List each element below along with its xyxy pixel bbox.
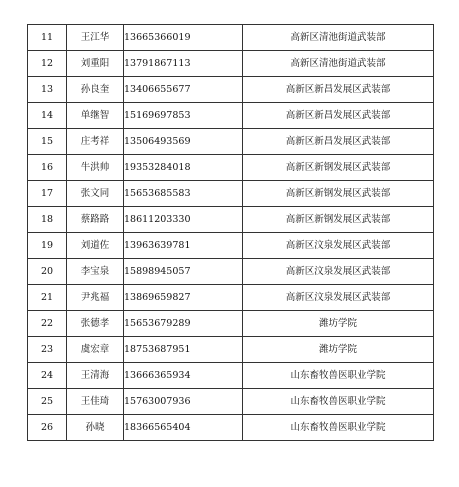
phone-number: 13791867113 xyxy=(124,51,243,77)
organization: 山东畜牧兽医职业学院 xyxy=(243,415,434,441)
table-row xyxy=(28,259,434,285)
row-index: 11 xyxy=(28,25,67,51)
table-row xyxy=(28,363,434,389)
phone-number: 18753687951 xyxy=(124,337,243,363)
table-row xyxy=(28,285,434,311)
person-name: 蔡路路 xyxy=(67,207,124,233)
person-name: 刘重阳 xyxy=(67,51,124,77)
table-row xyxy=(28,181,434,207)
row-index: 22 xyxy=(28,311,67,337)
person-name: 王江华 xyxy=(67,25,124,51)
table-row xyxy=(28,207,434,233)
organization: 高新区汶泉发展区武装部 xyxy=(243,233,434,259)
phone-number: 19353284018 xyxy=(124,155,243,181)
phone-number: 15763007936 xyxy=(124,389,243,415)
organization: 高新区新钢发展区武装部 xyxy=(243,155,434,181)
person-name: 孙晓 xyxy=(67,415,124,441)
contact-table-body xyxy=(28,25,434,441)
row-index: 14 xyxy=(28,103,67,129)
row-index: 24 xyxy=(28,363,67,389)
row-index: 15 xyxy=(28,129,67,155)
table-row xyxy=(28,129,434,155)
person-name: 单继智 xyxy=(67,103,124,129)
table-row xyxy=(28,337,434,363)
organization: 山东畜牧兽医职业学院 xyxy=(243,363,434,389)
row-index: 25 xyxy=(28,389,67,415)
person-name: 王佳琦 xyxy=(67,389,124,415)
phone-number: 13665366019 xyxy=(124,25,243,51)
organization: 高新区清池街道武装部 xyxy=(243,51,434,77)
table-row xyxy=(28,25,434,51)
phone-number: 15653679289 xyxy=(124,311,243,337)
organization: 高新区汶泉发展区武装部 xyxy=(243,285,434,311)
organization: 高新区新昌发展区武装部 xyxy=(243,129,434,155)
row-index: 18 xyxy=(28,207,67,233)
row-index: 20 xyxy=(28,259,67,285)
person-name: 刘道佐 xyxy=(67,233,124,259)
table-row xyxy=(28,415,434,441)
organization: 高新区新钢发展区武装部 xyxy=(243,181,434,207)
row-index: 16 xyxy=(28,155,67,181)
row-index: 12 xyxy=(28,51,67,77)
table-row xyxy=(28,51,434,77)
phone-number: 15169697853 xyxy=(124,103,243,129)
table-row xyxy=(28,103,434,129)
phone-number: 13869659827 xyxy=(124,285,243,311)
phone-number: 18611203330 xyxy=(124,207,243,233)
organization: 山东畜牧兽医职业学院 xyxy=(243,389,434,415)
table-row xyxy=(28,311,434,337)
contact-table xyxy=(27,24,434,441)
organization: 高新区新昌发展区武装部 xyxy=(243,77,434,103)
organization: 高新区汶泉发展区武装部 xyxy=(243,259,434,285)
phone-number: 13506493569 xyxy=(124,129,243,155)
organization: 高新区新钢发展区武装部 xyxy=(243,207,434,233)
table-row xyxy=(28,77,434,103)
row-index: 23 xyxy=(28,337,67,363)
phone-number: 13406655677 xyxy=(124,77,243,103)
table-row xyxy=(28,233,434,259)
row-index: 19 xyxy=(28,233,67,259)
phone-number: 13666365934 xyxy=(124,363,243,389)
person-name: 尹兆福 xyxy=(67,285,124,311)
person-name: 张德孝 xyxy=(67,311,124,337)
phone-number: 15653685583 xyxy=(124,181,243,207)
person-name: 庄考祥 xyxy=(67,129,124,155)
person-name: 虞宏章 xyxy=(67,337,124,363)
phone-number: 18366565404 xyxy=(124,415,243,441)
person-name: 王清海 xyxy=(67,363,124,389)
organization: 高新区新昌发展区武装部 xyxy=(243,103,434,129)
person-name: 张文同 xyxy=(67,181,124,207)
phone-number: 13963639781 xyxy=(124,233,243,259)
person-name: 李宝泉 xyxy=(67,259,124,285)
person-name: 孙良奎 xyxy=(67,77,124,103)
table-row xyxy=(28,389,434,415)
row-index: 17 xyxy=(28,181,67,207)
organization: 高新区清池街道武装部 xyxy=(243,25,434,51)
row-index: 21 xyxy=(28,285,67,311)
phone-number: 15898945057 xyxy=(124,259,243,285)
row-index: 26 xyxy=(28,415,67,441)
organization: 潍坊学院 xyxy=(243,337,434,363)
table-row xyxy=(28,155,434,181)
person-name: 牛洪帅 xyxy=(67,155,124,181)
row-index: 13 xyxy=(28,77,67,103)
organization: 潍坊学院 xyxy=(243,311,434,337)
